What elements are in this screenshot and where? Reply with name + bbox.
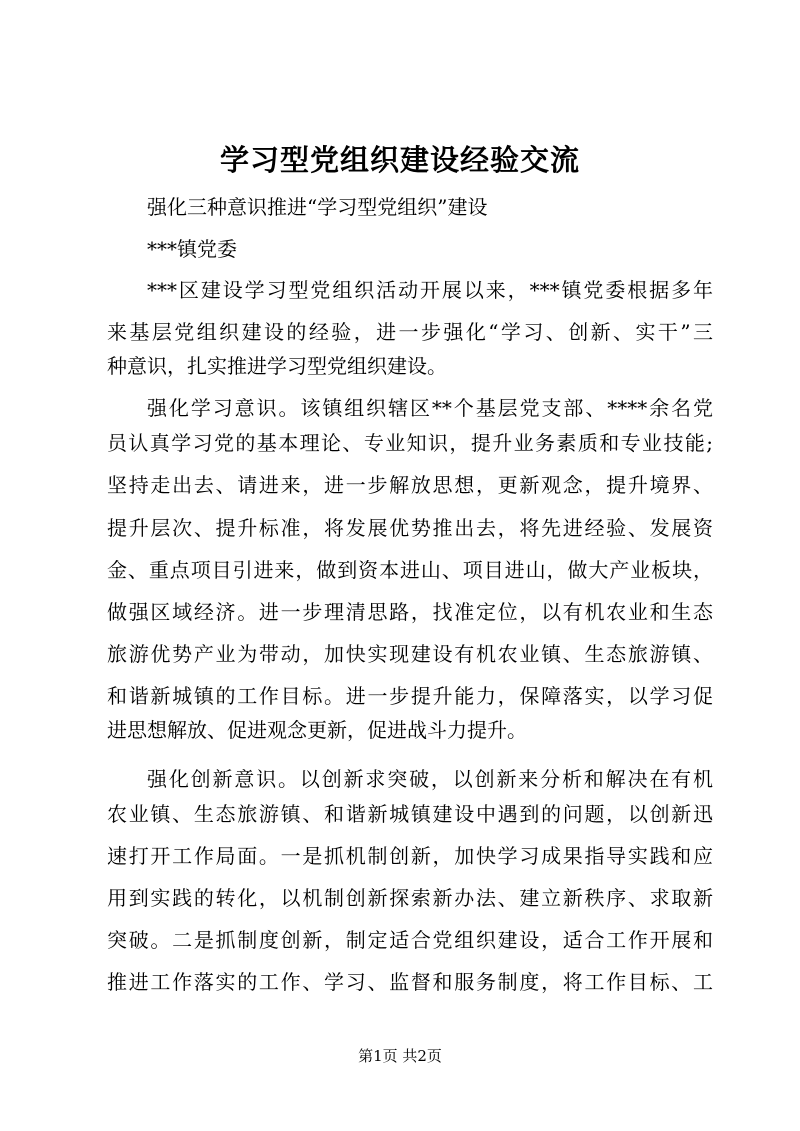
paragraph-line: 进思想解放、促进观念更新，促进战斗力提升。 — [107, 718, 527, 742]
paragraph-line: 坚持走出去、请进来，进一步解放思想，更新观念，提升境界、 — [107, 473, 713, 497]
paragraph-line: 强化学习意识。该镇组织辖区**个基层党支部、****余名党 — [147, 396, 713, 420]
paragraph-line: 农业镇、生态旅游镇、和谐新城镇建设中遇到的问题，以创新迅 — [107, 802, 713, 826]
paragraph-line: 做强区域经济。进一步理清思路，找准定位，以有机农业和生态 — [107, 600, 713, 624]
paragraph-line: 来基层党组织建设的经验，进一步强化“学习、创新、实干”三 — [107, 320, 713, 344]
paragraph-line: ***区建设学习型党组织活动开展以来，***镇党委根据多年 — [147, 278, 713, 302]
page-footer: 第1页 共2页 — [358, 1047, 442, 1065]
paragraph-line: 突破。二是抓制度创新，制定适合党组织建设，适合工作开展和 — [107, 928, 713, 952]
author-line: ***镇党委 — [147, 237, 237, 261]
paragraph-line: 速打开工作局面。一是抓机制创新，加快学习成果指导实践和应 — [107, 844, 713, 868]
paragraph-line: 用到实践的转化，以机制创新探索新办法、建立新秩序、求取新 — [107, 886, 713, 910]
paragraph-line: 推进工作落实的工作、学习、监督和服务制度，将工作目标、工 — [107, 970, 713, 994]
paragraph-line: 员认真学习党的基本理论、专业知识，提升业务素质和专业技能; — [107, 431, 713, 455]
paragraph-line: 金、重点项目引进来，做到资本进山、项目进山，做大产业板块， — [107, 558, 713, 582]
paragraph-line: 种意识，扎实推进学习型党组织建设。 — [107, 354, 447, 378]
paragraph-line: 和谐新城镇的工作目标。进一步提升能力，保障落实，以学习促 — [107, 684, 713, 708]
paragraph-line: 旅游优势产业为带动，加快实现建设有机农业镇、生态旅游镇、 — [107, 642, 713, 666]
document-title: 学习型党组织建设经验交流 — [219, 143, 580, 177]
paragraph-line: 强化创新意识。以创新求突破，以创新来分析和解决在有机 — [147, 767, 713, 791]
paragraph-line: 提升层次、提升标准，将发展优势推出去，将先进经验、发展资 — [107, 516, 713, 540]
subtitle: 强化三种意识推进“学习型党组织”建设 — [147, 195, 488, 219]
